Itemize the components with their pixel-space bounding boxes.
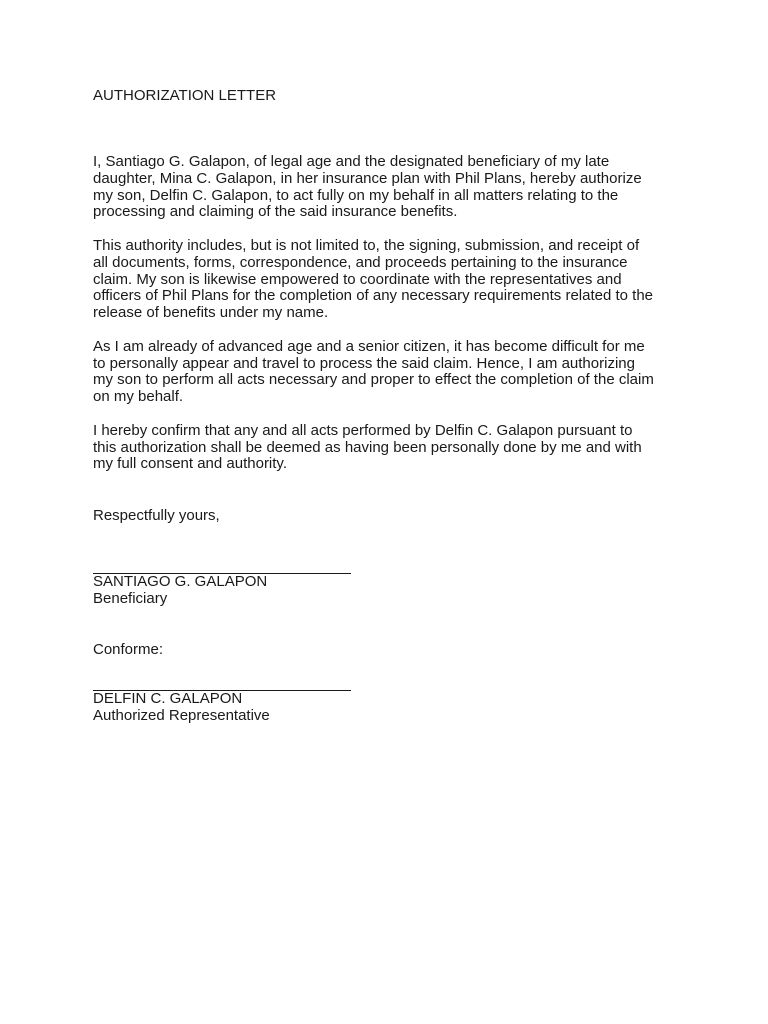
closing-salutation: Respectfully yours, (93, 507, 220, 524)
document-title: AUTHORIZATION LETTER (93, 87, 277, 104)
signatory-role-representative: Authorized Representative (93, 707, 270, 724)
conforme-label: Conforme: (93, 641, 164, 658)
signatory-name-beneficiary: SANTIAGO G. GALAPON (93, 573, 268, 590)
letter-body (93, 154, 683, 490)
paragraph-scope: This authority includes, but is not limited to, the signing, submission, and receipt of all documents, forms, correspondence, and proceeds pertaining to the insurance claim. My son is likewise empowered to coordinate with the representatives and officers of Phil Plans for the completion of any necessary requirements related to the release of benefits under my name. (93, 236, 654, 322)
paragraph-authorization: I, Santiago G. Galapon, of legal age and the designated beneficiary of my late daughter, Mina C. Galapon, in her insurance plan with Phil Plans, hereby authorize my son, Delfin C. Galapon, to act fully on my behalf in all matters relating to the processing and claiming of the said insurance benefits. (93, 153, 642, 221)
paragraph-reason: As I am already of advanced age and a senior citizen, it has become difficult for me to personally appear and travel to process the said claim. Hence, I am authorizing my son to perform all acts necessary and proper to effect the completion of the claim on my behalf. (93, 337, 654, 406)
signatory-name-representative: DELFIN C. GALAPON (93, 690, 243, 707)
paragraph-confirmation: I hereby confirm that any and all acts performed by Delfin C. Galapon pursuant to this authorization shall be deemed as having been personally done by me and with my full consent and authority. (93, 421, 642, 473)
signatory-role-beneficiary: Beneficiary (93, 590, 168, 607)
